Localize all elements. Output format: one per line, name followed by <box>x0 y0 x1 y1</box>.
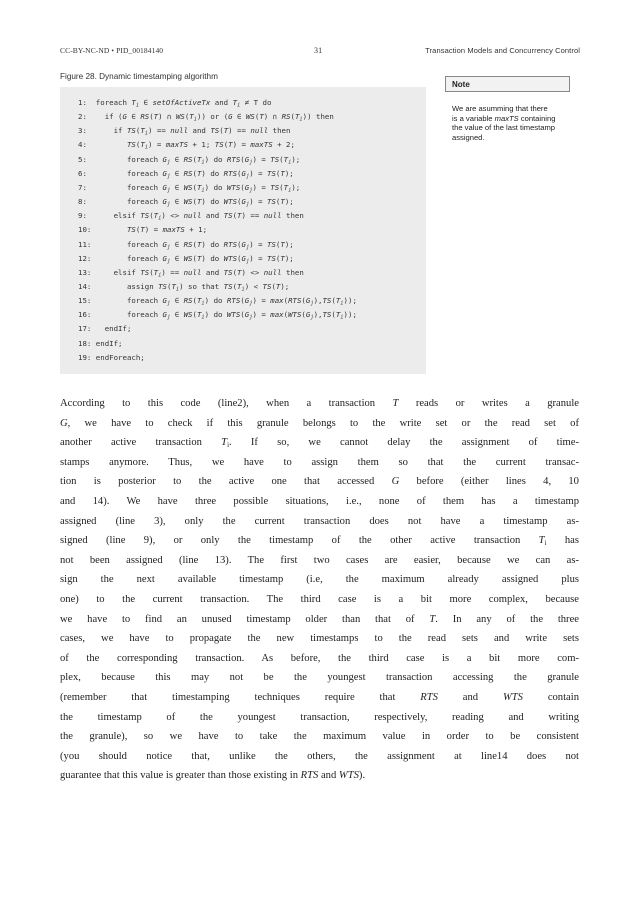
code-line: 5: foreach $G_j$ ∈ $RS(T_i)$ do $RTS(G_j) = TS(T_i)$; <box>78 154 301 166</box>
body-line: the granule), so we have to take the maximum value in order to be consistent <box>60 731 579 743</box>
code-line: 16: foreach $G_j$ ∈ $WS(T_i)$ do $WTS(G_j) = \max(WTS(G_j),TS(T_i))$; <box>78 310 357 321</box>
body-line: another active transaction $T_i$. If so, we cannot delay the assignment of time- <box>60 437 579 450</box>
code-line: 10: TS(T) = maxTS + 1; <box>78 225 208 235</box>
note-line: the value of the last timestamp <box>452 123 555 133</box>
code-line: 7: foreach $G_j$ ∈ $WS(T_i)$ do $WTS(G_j) = TS(T_i)$; <box>78 182 301 194</box>
code-line: 14: assign $TS(T_i)$ so that $TS(T_i) < TS(T)$; <box>78 281 290 293</box>
code-line: 13: elsif $TS(T_i)$ == null and TS(T) <> null then <box>78 267 304 279</box>
code-line: 9: elsif $TS(T_i)$ <> null and TS(T) == null then <box>78 211 304 222</box>
body-line: signed (line 9), or only the timestamp of the other active transaction $T_i$ has <box>60 535 579 548</box>
figure-caption: Figure 28. Dynamic timestamping algorithm <box>60 72 218 81</box>
body-line: (remember that timestamping techniques require that RTS and WTS contain <box>60 691 579 703</box>
body-line: stamps anymore. Thus, we have to assign them so that the current transac- <box>60 456 579 468</box>
body-line: of the corresponding transaction. As before, the third case is a bit more com- <box>60 652 579 664</box>
note-box <box>445 76 570 92</box>
body-line: sign the next available timestamp (i.e, the maximum already assigned plus <box>60 574 579 586</box>
code-line: 11: foreach $G_j$ ∈ RS(T) do $RTS(G_j) = TS(T)$; <box>78 239 294 250</box>
body-line: guarantee that this value is greater than those existing in RTS and WTS). <box>60 770 366 782</box>
running-header-title: Transaction Models and Concurrency Control <box>425 46 580 55</box>
body-line: not been assigned (line 13). The first two cases are easier, because we can as- <box>60 554 579 566</box>
note-text <box>452 104 574 142</box>
body-line: G, we have to check if this granule belongs to the write set or the read set of <box>60 417 579 429</box>
body-line: one) to the current transaction. The third case is a bit more complex, because <box>60 593 579 605</box>
code-line: 15: foreach $G_j$ ∈ $RS(T_i)$ do $RTS(G_j) = \max(RTS(G_j),TS(T_i))$; <box>78 296 357 307</box>
code-line: 4: $TS(T_i)$ = maxTS + 1; TS(T) = maxTS + 2; <box>78 140 295 151</box>
note-title: Note <box>452 80 470 89</box>
code-line: 8: foreach $G_j$ ∈ WS(T) do $WTS(G_j) = TS(T)$; <box>78 197 294 208</box>
body-line: the timestamp of the youngest transaction, respectively, reading and writing <box>60 711 579 723</box>
code-line: 12: foreach $G_j$ ∈ WS(T) do $WTS(G_j) = TS(T)$; <box>78 253 294 265</box>
page-number: 31 <box>314 46 323 55</box>
body-line: According to this code (line2), when a transaction T reads or writes a granule <box>60 398 579 409</box>
code-line: 6: foreach $G_j$ ∈ RS(T) do $RTS(G_j) = TS(T)$; <box>78 168 294 180</box>
body-line: and 14). We have three possible situations, i.e., none of them has a timestamp <box>60 495 579 507</box>
code-line: 19: endForeach; <box>78 352 145 362</box>
code-line: 18: endIf; <box>78 338 123 348</box>
note-line: is a variable maxTS containing <box>452 113 556 123</box>
running-header-license: CC-BY-NC-ND • PID_00184140 <box>60 46 164 55</box>
body-paragraph <box>60 394 579 786</box>
code-listing <box>60 87 426 374</box>
body-line: we have to find an unused timestamp older than that of T. In any of the three <box>60 613 579 625</box>
note-line: We are asumming that there <box>452 104 548 113</box>
code-line: 3: if $TS(T_i)$ == null and TS(T) == null then <box>78 126 291 137</box>
code-line: 1: foreach $T_i$ ∈ setOfActiveTx and $T_i \ne T$ do <box>78 98 272 109</box>
body-line: (you should notice that, unlike the others, the assignment at line14 does not <box>60 750 579 762</box>
body-line: assigned (line 3), only the current transaction does not have a timestamp as- <box>60 515 579 527</box>
body-line: tion is posterior to the active one that accessed G before (either lines 4, 10 <box>60 476 579 488</box>
body-line: cases, we have to propagate the new timestamps to the read sets and write sets <box>60 633 579 645</box>
code-line: 17: endIf; <box>78 324 132 334</box>
body-line: plex, because this may not be the youngest transaction accessing the granule <box>60 672 579 684</box>
code-line: 2: if (G ∈ RS(T) ∩ $WS(T_i)$) or (G ∈ WS(T) ∩ $RS(T_i)$) then <box>78 112 334 123</box>
note-line: assigned. <box>452 132 485 142</box>
